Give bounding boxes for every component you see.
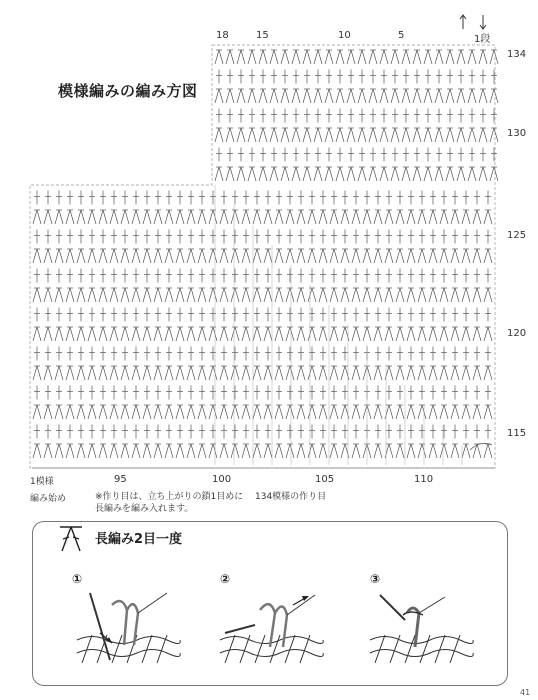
foundation-label: 134模様の作り目 — [255, 492, 327, 502]
top-number: 18 — [216, 30, 229, 41]
note-line: 長編みを編み入れます。 — [95, 504, 194, 514]
step3-illustration — [365, 585, 475, 670]
top-number: 1段 — [474, 34, 491, 45]
legend-title: 長編み2目一度 — [95, 532, 183, 547]
stitch-number: 105 — [315, 474, 335, 485]
step1-illustration — [72, 585, 182, 670]
chart-outline — [30, 45, 495, 468]
chart-note — [95, 491, 243, 515]
start-label: 編み始め — [30, 494, 67, 504]
step-number: ① — [72, 572, 83, 586]
row-number: 134 — [507, 49, 527, 60]
chart-stitches — [32, 50, 498, 468]
stitch-number: 95 — [114, 474, 127, 485]
chart-title: 模様編みの編み方図 — [58, 82, 198, 100]
row-number: 125 — [507, 230, 527, 241]
stitch-number: 110 — [414, 474, 434, 485]
top-number: 15 — [256, 30, 269, 41]
row-number: 130 — [507, 128, 527, 139]
top-number: 10 — [338, 30, 351, 41]
step2-illustration — [215, 585, 325, 670]
stitch-number: 100 — [212, 474, 232, 485]
page-number: 41 — [520, 688, 531, 697]
row-number: 120 — [507, 328, 527, 339]
top-number: 5 — [398, 30, 405, 41]
pattern-repeat-label: 1模様 — [30, 477, 54, 487]
row-number: 115 — [507, 428, 527, 439]
step-number: ③ — [370, 572, 381, 586]
step-number: ② — [220, 572, 231, 586]
dc2tog-symbol-icon — [58, 524, 84, 554]
note-line: ※作り目は、立ち上がりの鎖1目めに — [95, 492, 244, 502]
